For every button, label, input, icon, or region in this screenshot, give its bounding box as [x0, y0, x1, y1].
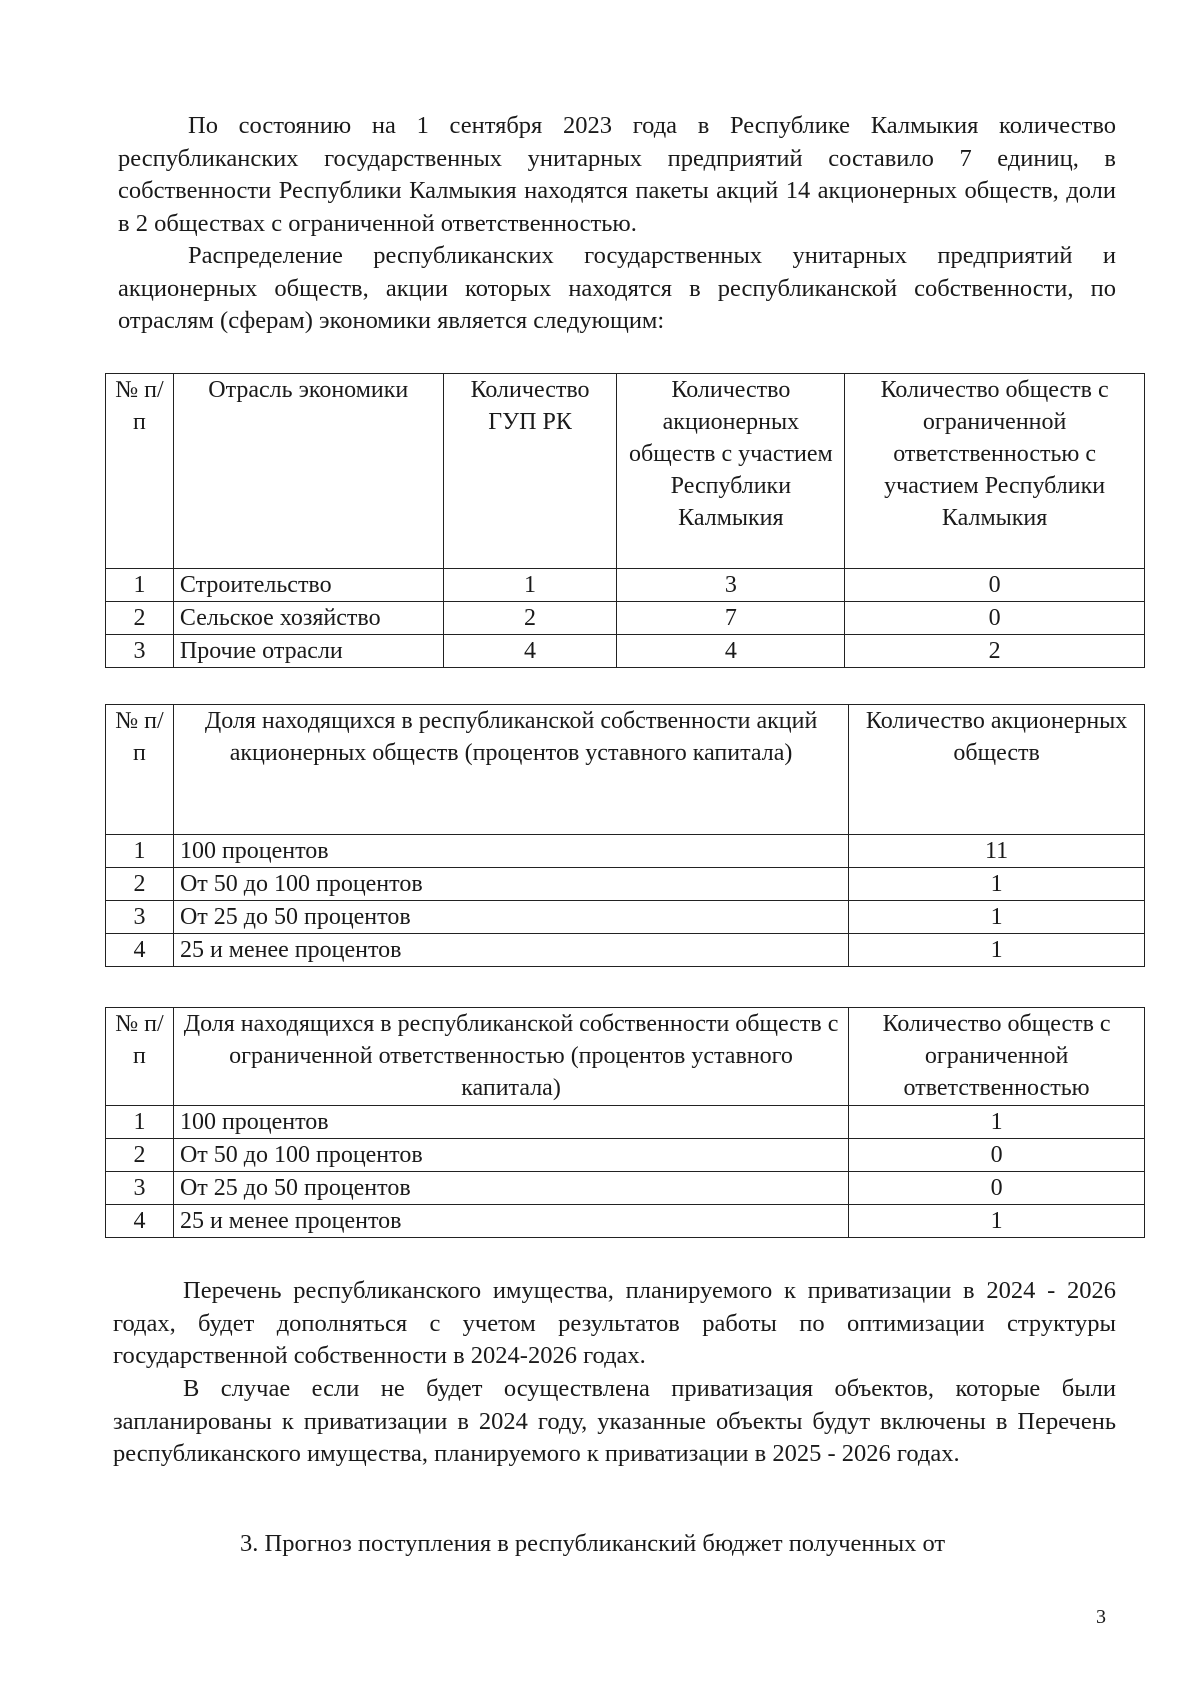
table-header-cell: Количество акционерных обществ — [849, 705, 1145, 835]
table-cell: 4 — [443, 635, 617, 668]
table-cell: 1 — [849, 868, 1145, 901]
table-cell: 2 — [106, 602, 174, 635]
closing-paragraph-1: Перечень республиканского имущества, планируемого к приватизации в 2024 - 2026 годах, будет дополняться с учетом результатов работы по оптимизации структуры государственной собственности в 2024-2026 годах. — [113, 1277, 1116, 1369]
table-header-cell: Количество ГУП РК — [443, 374, 617, 569]
table-row — [106, 1139, 1145, 1172]
table-row — [106, 934, 1145, 967]
table-cell: 2 — [845, 635, 1145, 668]
table-cell: Сельское хозяйство — [173, 602, 443, 635]
table-cell: 3 — [106, 635, 174, 668]
table-cell: 100 процентов — [173, 1106, 848, 1139]
table-cell: 1 — [849, 901, 1145, 934]
table-cell: От 25 до 50 процентов — [173, 901, 848, 934]
table-cell: 3 — [617, 569, 845, 602]
table-cell: От 25 до 50 процентов — [173, 1172, 848, 1205]
table-cell: 100 процентов — [173, 835, 848, 868]
table-header-cell: Количество обществ с ограниченной ответственностью с участием Республики Калмыкия — [845, 374, 1145, 569]
table-cell: 0 — [845, 569, 1145, 602]
section-3-heading: 3. Прогноз поступления в республиканский бюджет полученных от — [240, 1530, 946, 1557]
table-row — [106, 635, 1145, 668]
table-row — [106, 1205, 1145, 1238]
intro-paragraph-1: По состоянию на 1 сентября 2023 года в Республике Калмыкия количество республиканских государственных унитарных предприятий составило 7 единиц, в собственности Республики Калмыкия находятся пакеты акций 14 акционерных обществ, доли в 2 обществах с ограниченной ответственностью. — [118, 112, 1116, 237]
table-cell: 3 — [106, 901, 174, 934]
table-header-cell: Доля находящихся в республиканской собственности обществ с ограниченной ответственностью (процентов уставного капитала) — [173, 1008, 848, 1106]
table-cell: 1 — [849, 1205, 1145, 1238]
llc-shares-table — [105, 1007, 1145, 1238]
table-cell: 4 — [106, 1205, 174, 1238]
table-cell: 1 — [849, 1106, 1145, 1139]
table-cell: 4 — [617, 635, 845, 668]
table-header-cell: Отрасль экономики — [173, 374, 443, 569]
table-cell: 1 — [443, 569, 617, 602]
sectors-table — [105, 373, 1145, 668]
table-cell: 11 — [849, 835, 1145, 868]
table-cell: 1 — [106, 1106, 174, 1139]
table-cell: Строительство — [173, 569, 443, 602]
table-header-cell: Количество акционерных обществ с участием Республики Калмыкия — [617, 374, 845, 569]
table-cell: 0 — [849, 1172, 1145, 1205]
table-cell: 0 — [849, 1139, 1145, 1172]
table-row — [106, 835, 1145, 868]
table-row — [106, 901, 1145, 934]
table-cell: 2 — [106, 868, 174, 901]
table-header-cell: Доля находящихся в республиканской собственности акций акционерных обществ (процентов уставного капитала) — [173, 705, 848, 835]
table-cell: 1 — [106, 835, 174, 868]
table-cell: От 50 до 100 процентов — [173, 868, 848, 901]
table-header-cell: № п/п — [106, 374, 174, 569]
table-cell: 7 — [617, 602, 845, 635]
table-cell: От 50 до 100 процентов — [173, 1139, 848, 1172]
table-cell: 2 — [443, 602, 617, 635]
jsc-shares-table — [105, 704, 1145, 967]
table-cell: 3 — [106, 1172, 174, 1205]
table-header-cell: № п/п — [106, 1008, 174, 1106]
table-cell: 25 и менее процентов — [173, 934, 848, 967]
table-cell: 4 — [106, 934, 174, 967]
closing-paragraph-2: В случае если не будет осуществлена приватизация объектов, которые были запланированы к приватизации в 2024 году, указанные объекты будут включены в Перечень республиканского имущества, планируемого к приватизации в 2025 - 2026 годах. — [113, 1375, 1116, 1467]
table-header-cell: № п/п — [106, 705, 174, 835]
table-cell: 1 — [106, 569, 174, 602]
table-row — [106, 1106, 1145, 1139]
table-row — [106, 1172, 1145, 1205]
table-header-row — [106, 705, 1145, 835]
table-cell: 0 — [845, 602, 1145, 635]
table-cell: Прочие отрасли — [173, 635, 443, 668]
table-row — [106, 569, 1145, 602]
table-row — [106, 602, 1145, 635]
page-number: 3 — [1096, 1606, 1106, 1628]
table-cell: 1 — [849, 934, 1145, 967]
table-cell: 25 и менее процентов — [173, 1205, 848, 1238]
table-row — [106, 868, 1145, 901]
table-header-row — [106, 1008, 1145, 1106]
table-header-cell: Количество обществ с ограниченной ответственностью — [849, 1008, 1145, 1106]
table-cell: 2 — [106, 1139, 174, 1172]
intro-paragraph-2: Распределение республиканских государственных унитарных предприятий и акционерных обществ, акции которых находятся в республиканской собственности, по отраслям (сферам) экономики является следующим: — [118, 242, 1116, 334]
table-header-row — [106, 374, 1145, 569]
